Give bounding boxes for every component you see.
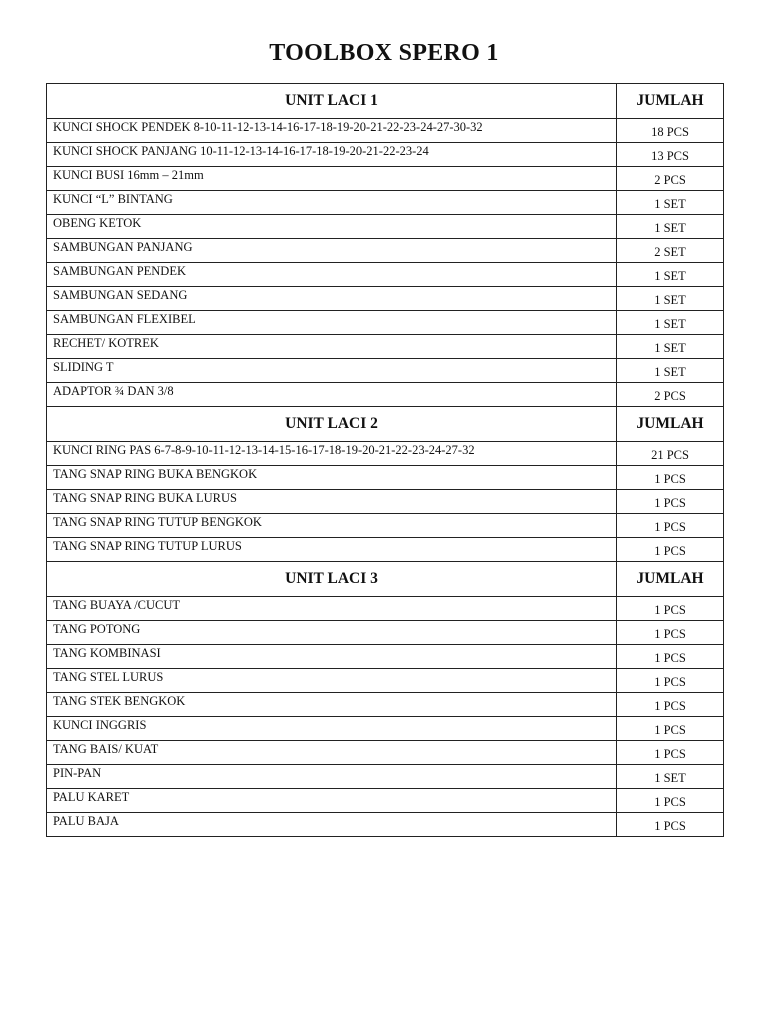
- item-name: SAMBUNGAN PANJANG: [47, 239, 617, 263]
- table-row: [47, 813, 724, 837]
- item-quantity: 1 SET: [617, 359, 724, 383]
- quantity-column-heading: JUMLAH: [617, 407, 724, 442]
- item-name: OBENG KETOK: [47, 215, 617, 239]
- section-header-row: [47, 407, 724, 442]
- item-name: KUNCI “L” BINTANG: [47, 191, 617, 215]
- item-quantity: 1 SET: [617, 287, 724, 311]
- table-row: [47, 119, 724, 143]
- page-title: TOOLBOX SPERO 1: [269, 40, 499, 66]
- item-quantity: 1 PCS: [617, 621, 724, 645]
- item-quantity: 2 PCS: [617, 383, 724, 407]
- table-row: [47, 287, 724, 311]
- table-row: [47, 789, 724, 813]
- item-quantity: 1 PCS: [617, 669, 724, 693]
- item-quantity: 2 PCS: [617, 167, 724, 191]
- table-row: [47, 359, 724, 383]
- inventory-body: [47, 84, 724, 837]
- item-name: RECHET/ KOTREK: [47, 335, 617, 359]
- table-row: [47, 167, 724, 191]
- item-quantity: 18 PCS: [617, 119, 724, 143]
- item-quantity: 1 SET: [617, 215, 724, 239]
- table-row: [47, 514, 724, 538]
- table-row: [47, 538, 724, 562]
- item-name: PALU KARET: [47, 789, 617, 813]
- item-quantity: 1 PCS: [617, 514, 724, 538]
- table-row: [47, 191, 724, 215]
- item-quantity: 1 PCS: [617, 693, 724, 717]
- item-quantity: 1 SET: [617, 335, 724, 359]
- section-heading: UNIT LACI 3: [47, 562, 617, 597]
- item-quantity: 1 PCS: [617, 466, 724, 490]
- table-row: [47, 466, 724, 490]
- item-name: TANG BUAYA /CUCUT: [47, 597, 617, 621]
- table-row: [47, 717, 724, 741]
- table-row: [47, 335, 724, 359]
- table-row: [47, 490, 724, 514]
- item-name: SAMBUNGAN SEDANG: [47, 287, 617, 311]
- table-row: [47, 263, 724, 287]
- item-name: SLIDING T: [47, 359, 617, 383]
- item-quantity: 1 PCS: [617, 717, 724, 741]
- item-quantity: 1 PCS: [617, 597, 724, 621]
- inventory-table: [46, 83, 724, 837]
- table-row: [47, 669, 724, 693]
- item-name: TANG STEK BENGKOK: [47, 693, 617, 717]
- item-quantity: 1 PCS: [617, 789, 724, 813]
- section-header-row: [47, 84, 724, 119]
- item-name: TANG POTONG: [47, 621, 617, 645]
- table-row: [47, 621, 724, 645]
- item-name: TANG SNAP RING TUTUP BENGKOK: [47, 514, 617, 538]
- item-name: PALU BAJA: [47, 813, 617, 837]
- item-name: TANG SNAP RING BUKA LURUS: [47, 490, 617, 514]
- item-quantity: 2 SET: [617, 239, 724, 263]
- item-quantity: 21 PCS: [617, 442, 724, 466]
- table-row: [47, 741, 724, 765]
- table-row: [47, 143, 724, 167]
- table-row: [47, 311, 724, 335]
- table-row: [47, 383, 724, 407]
- item-name: TANG BAIS/ KUAT: [47, 741, 617, 765]
- section-heading: UNIT LACI 1: [47, 84, 617, 119]
- item-quantity: 1 PCS: [617, 813, 724, 837]
- item-name: TANG SNAP RING TUTUP LURUS: [47, 538, 617, 562]
- item-quantity: 1 SET: [617, 765, 724, 789]
- item-quantity: 1 SET: [617, 191, 724, 215]
- item-quantity: 1 PCS: [617, 645, 724, 669]
- item-name: KUNCI INGGRIS: [47, 717, 617, 741]
- item-name: SAMBUNGAN PENDEK: [47, 263, 617, 287]
- quantity-column-heading: JUMLAH: [617, 562, 724, 597]
- table-row: [47, 442, 724, 466]
- item-name: TANG STEL LURUS: [47, 669, 617, 693]
- item-name: TANG KOMBINASI: [47, 645, 617, 669]
- item-quantity: 1 PCS: [617, 741, 724, 765]
- item-quantity: 1 SET: [617, 263, 724, 287]
- item-name: KUNCI RING PAS 6-7-8-9-10-11-12-13-14-15-16-17-18-19-20-21-22-23-24-27-32: [47, 442, 617, 466]
- item-quantity: 1 PCS: [617, 490, 724, 514]
- item-quantity: 1 PCS: [617, 538, 724, 562]
- item-name: SAMBUNGAN FLEXIBEL: [47, 311, 617, 335]
- item-quantity: 1 SET: [617, 311, 724, 335]
- table-row: [47, 597, 724, 621]
- table-row: [47, 693, 724, 717]
- quantity-column-heading: JUMLAH: [617, 84, 724, 119]
- item-name: ADAPTOR ¾ DAN 3/8: [47, 383, 617, 407]
- item-name: TANG SNAP RING BUKA BENGKOK: [47, 466, 617, 490]
- table-row: [47, 239, 724, 263]
- item-name: KUNCI SHOCK PENDEK 8-10-11-12-13-14-16-17-18-19-20-21-22-23-24-27-30-32: [47, 119, 617, 143]
- item-name: KUNCI SHOCK PANJANG 10-11-12-13-14-16-17-18-19-20-21-22-23-24: [47, 143, 617, 167]
- section-heading: UNIT LACI 2: [47, 407, 617, 442]
- section-header-row: [47, 562, 724, 597]
- item-name: KUNCI BUSI 16mm – 21mm: [47, 167, 617, 191]
- table-row: [47, 645, 724, 669]
- table-row: [47, 765, 724, 789]
- table-row: [47, 215, 724, 239]
- item-quantity: 13 PCS: [617, 143, 724, 167]
- item-name: PIN-PAN: [47, 765, 617, 789]
